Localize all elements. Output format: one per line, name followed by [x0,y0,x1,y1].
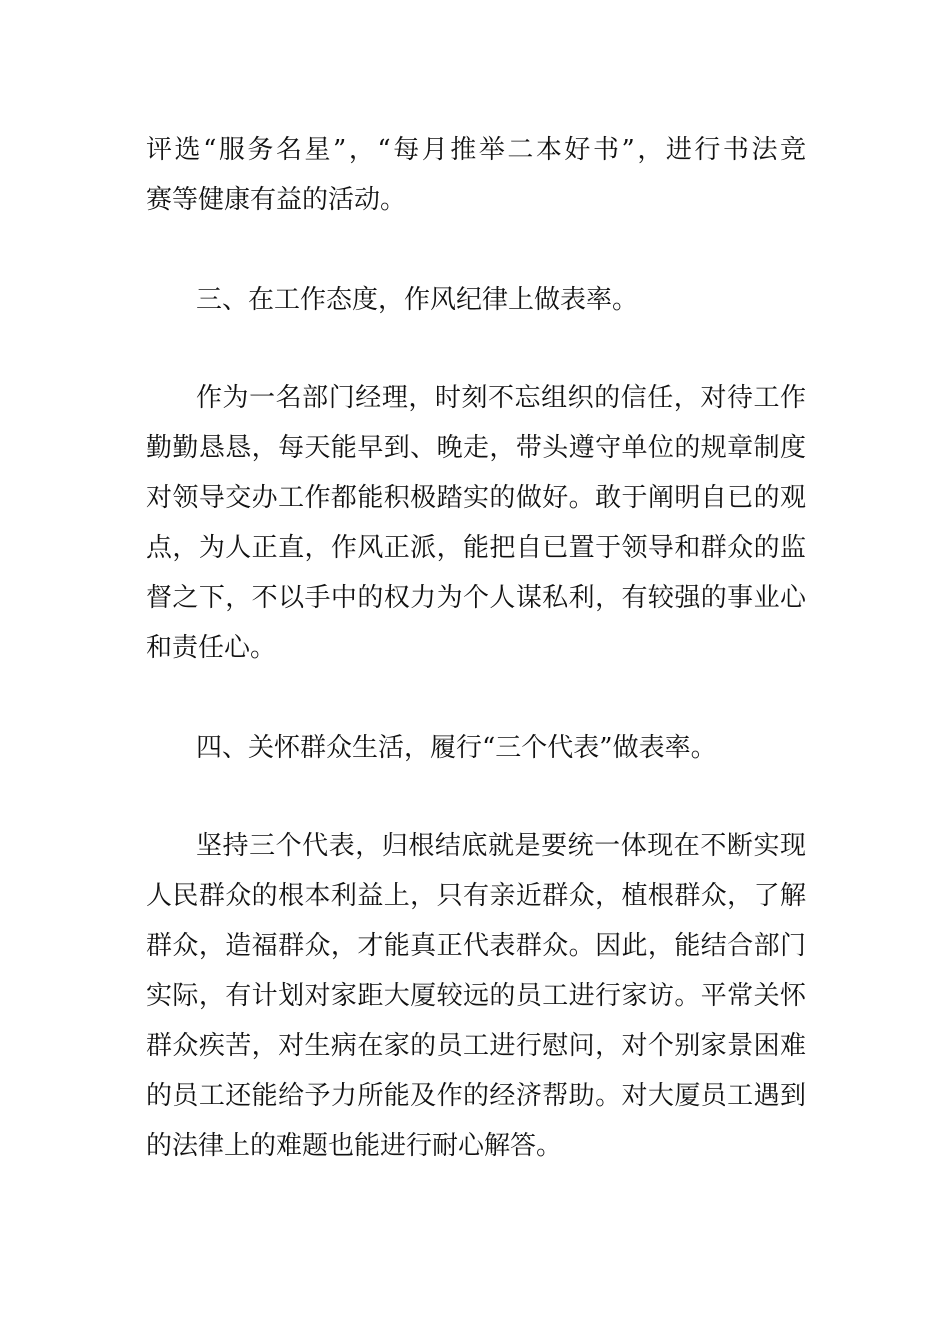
paragraph-3-line-6: 的员工还能给予力所能及作的经济帮助。对大厦员工遇到 [146,1081,806,1111]
paragraph-2-line-5: 督之下，不以手中的权力为个人谋私利，有较强的事业心 [146,583,806,613]
paragraph-3-line-4: 实际，有计划对家距大厦较远的员工进行家访。平常关怀 [146,981,806,1011]
paragraph-3-line-2: 人民群众的根本利益上，只有亲近群众，植根群众，了解 [146,881,806,911]
paragraph-1-line-2: 赛等健康有益的活动。 [146,185,407,215]
paragraph-3-line-5: 群众疾苦，对生病在家的员工进行慰问，对个别家景困难 [146,1031,806,1061]
paragraph-2-line-3: 对领导交办工作都能积极踏实的做好。敢于阐明自已的观 [146,483,806,513]
paragraph-3-line-3: 群众，造福群众，才能真正代表群众。因此，能结合部门 [146,931,806,961]
paragraph-3-line-1: 坚持三个代表，归根结底就是要统一体现在不断实现 [196,831,806,861]
section-heading-3: 三、在工作态度，作风纪律上做表率。 [196,285,639,315]
paragraph-2-line-2: 勤勤恳恳，每天能早到、晚走，带头遵守单位的规章制度 [146,433,806,463]
paragraph-3-line-7: 的法律上的难题也能进行耐心解答。 [146,1131,563,1161]
paragraph-1-line-1: 评选“服务名星”，“每月推举二本好书”，进行书法竞 [146,135,806,165]
paragraph-2-line-6: 和责任心。 [146,633,277,663]
section-heading-4: 四、关怀群众生活，履行“三个代表”做表率。 [196,733,717,763]
paragraph-2-line-4: 点，为人正直，作风正派，能把自已置于领导和群众的监 [146,533,806,563]
paragraph-2-line-1: 作为一名部门经理，时刻不忘组织的信任，对待工作 [196,383,806,413]
